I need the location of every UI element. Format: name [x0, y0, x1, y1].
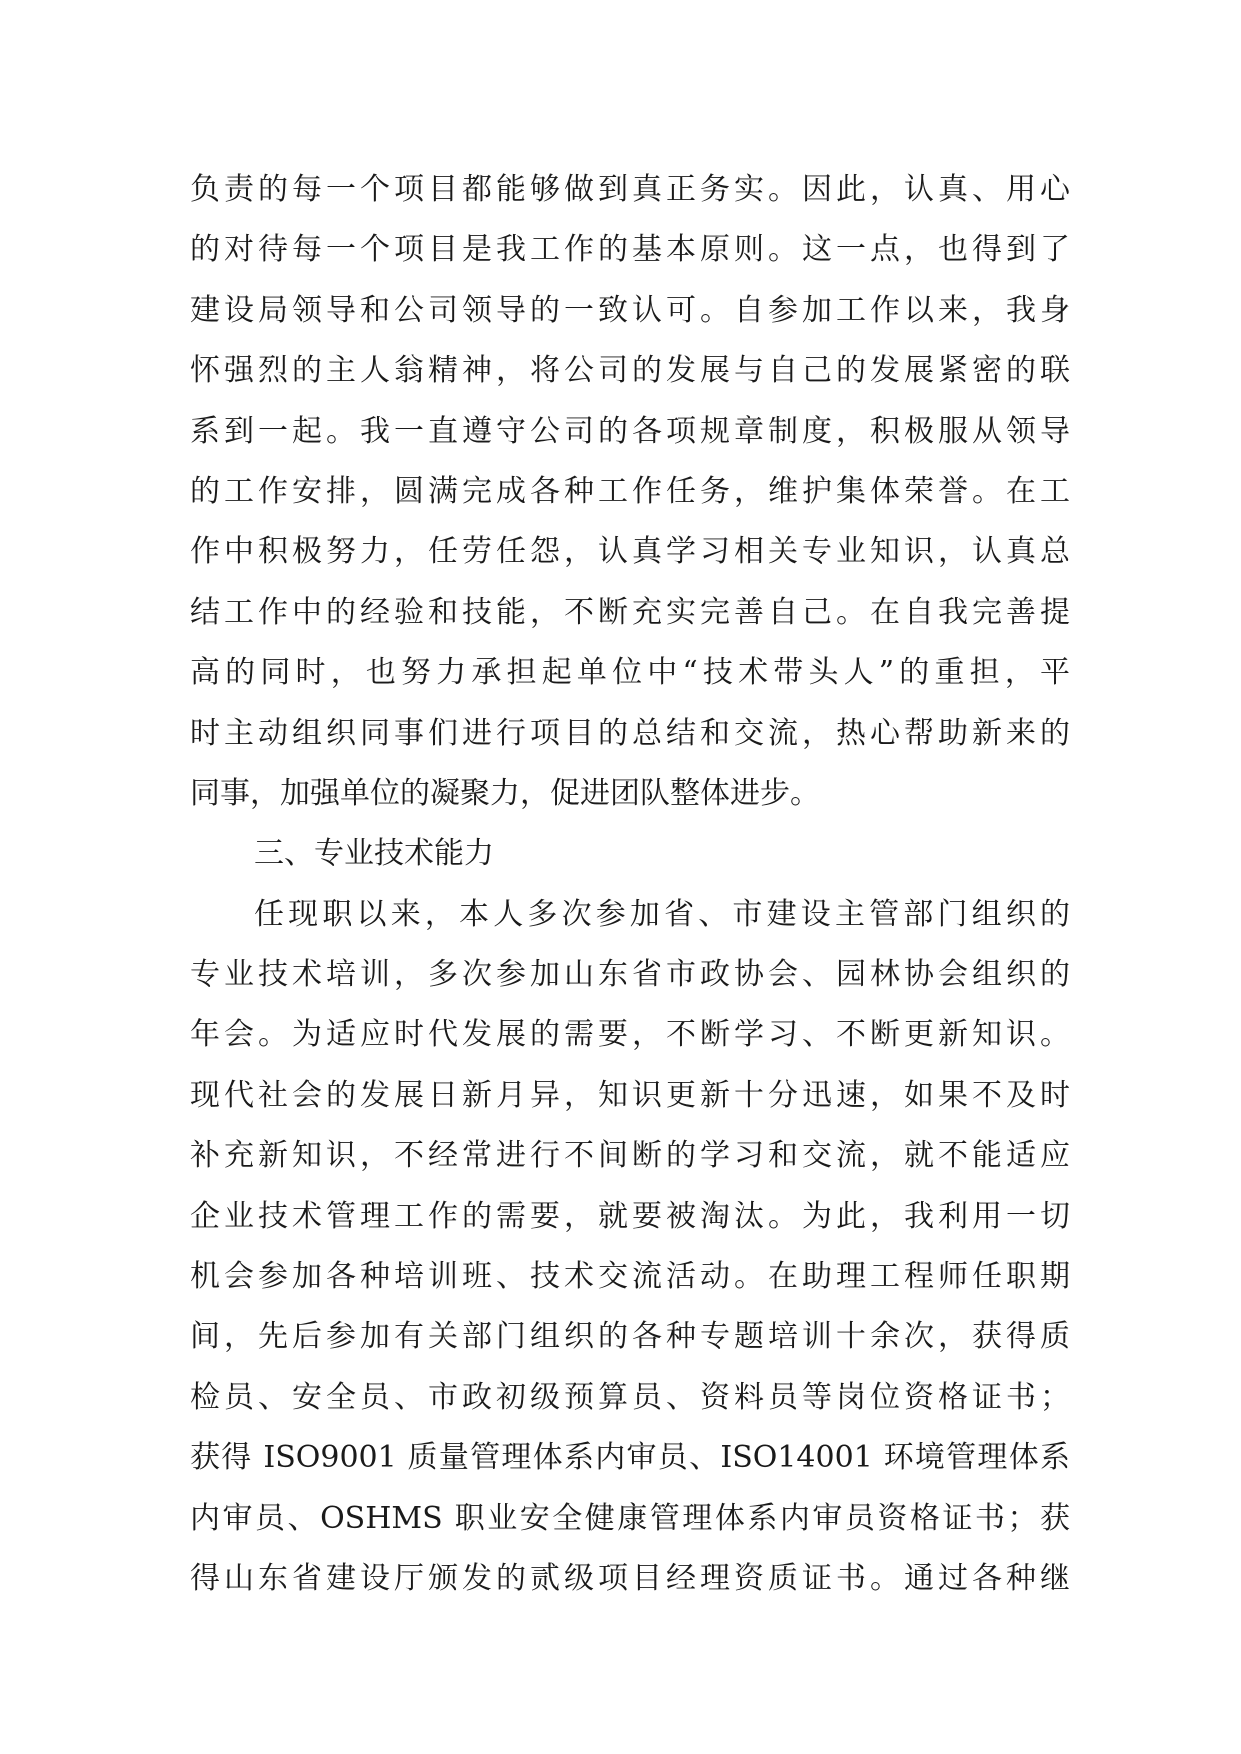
text-line: 时主动组织同事们进行项目的总结和交流，热心帮助新来的	[190, 715, 1070, 751]
text-line: 机会参加各种培训班、技术交流活动。在助理工程师任职期	[190, 1259, 1070, 1295]
text-line: 任现职以来，本人多次参加省、市建设主管部门组织的	[254, 896, 1070, 932]
text-line: 的工作安排，圆满完成各种工作任务，维护集体荣誉。在工	[190, 473, 1070, 509]
text-line: 企业技术管理工作的需要，就要被淘汰。为此，我利用一切	[190, 1198, 1070, 1234]
text-line: 专业技术培训，多次参加山东省市政协会、园林协会组织的	[190, 957, 1070, 993]
text-line: 负责的每一个项目都能够做到真正务实。因此，认真、用心	[190, 172, 1070, 207]
text-line: 作中积极努力，任劳任怨，认真学习相关专业知识，认真总	[190, 534, 1070, 570]
text-line: 怀强烈的主人翁精神，将公司的发展与自己的发展紧密的联	[190, 353, 1070, 389]
text-line: 的对待每一个项目是我工作的基本原则。这一点，也得到了	[190, 232, 1070, 268]
body-text	[190, 160, 1070, 1609]
text-line: 获得 ISO9001 质量管理体系内审员、ISO14001 环境管理体系	[190, 1440, 1070, 1476]
text-line: 年会。为适应时代发展的需要，不断学习、不断更新知识。	[190, 1017, 1070, 1053]
text-line: 检员、安全员、市政初级预算员、资料员等岗位资格证书；	[190, 1379, 1070, 1415]
text-line: 同事，加强单位的凝聚力，促进团队整体进步。	[190, 775, 820, 811]
section-heading: 三、专业技术能力	[254, 836, 494, 872]
text-line: 系到一起。我一直遵守公司的各项规章制度，积极服从领导	[190, 413, 1070, 449]
text-line: 建设局领导和公司领导的一致认可。自参加工作以来，我身	[190, 292, 1070, 328]
text-line: 高的同时，也努力承担起单位中“技术带头人”的重担，平	[190, 655, 1070, 691]
text-line: 内审员、OSHMS 职业安全健康管理体系内审员资格证书；获	[190, 1500, 1070, 1536]
text-line: 得山东省建设厅颁发的贰级项目经理资质证书。通过各种继	[190, 1560, 1070, 1596]
text-line: 补充新知识，不经常进行不间断的学习和交流，就不能适应	[190, 1138, 1070, 1174]
text-line: 结工作中的经验和技能，不断充实完善自己。在自我完善提	[190, 594, 1070, 630]
text-line: 现代社会的发展日新月异，知识更新十分迅速，如果不及时	[190, 1077, 1070, 1113]
text-line: 间，先后参加有关部门组织的各种专题培训十余次，获得质	[190, 1319, 1070, 1355]
